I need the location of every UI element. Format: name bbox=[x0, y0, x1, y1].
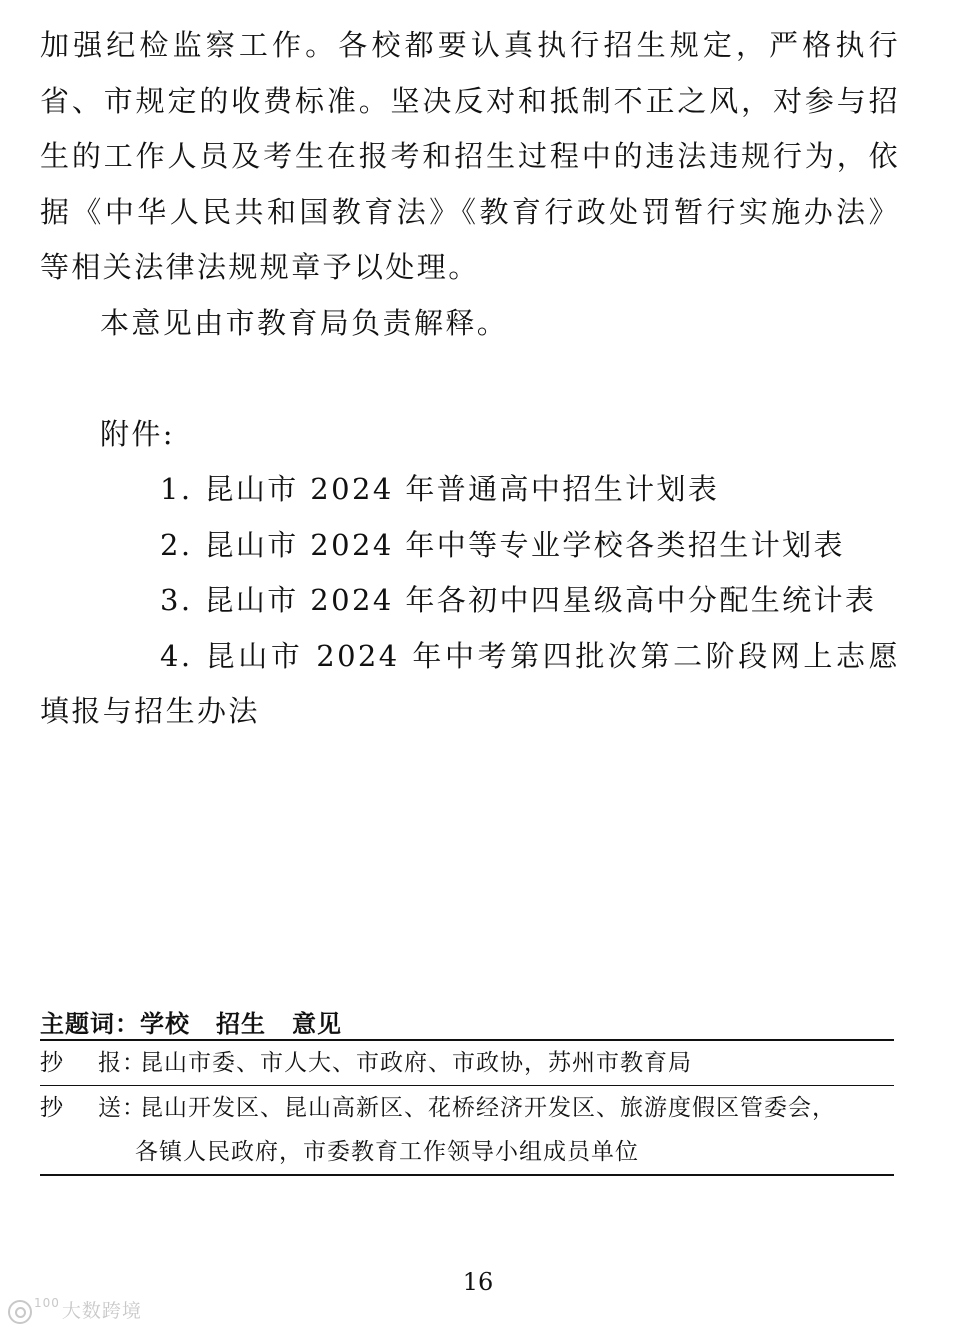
watermark-small-text: 100 bbox=[34, 1296, 60, 1310]
page-number: 16 bbox=[462, 1268, 494, 1296]
attachments-label: 附件: bbox=[100, 416, 175, 451]
document-footer bbox=[40, 1009, 894, 1176]
topic-word: 意见 bbox=[292, 1009, 342, 1038]
report-label: 抄 报： bbox=[40, 1050, 146, 1076]
copy-to-block bbox=[40, 1086, 894, 1176]
watermark-logo-icon bbox=[8, 1300, 32, 1324]
document-body bbox=[40, 18, 900, 740]
attachment-number: 1. bbox=[160, 472, 193, 506]
body-paragraph: 本意见由市教育局负责解释。 bbox=[100, 305, 509, 340]
topic-words-row bbox=[40, 1009, 894, 1041]
watermark-text: 大数跨境 bbox=[61, 1300, 142, 1322]
copy-recipients-line2: 各镇人民政府，市委教育工作领导小组成员单位 bbox=[135, 1139, 639, 1165]
attachment-item bbox=[40, 573, 900, 629]
attachment-number: 3. bbox=[160, 583, 193, 617]
topic-label: 主题词： bbox=[40, 1009, 140, 1038]
attachment-item bbox=[40, 518, 900, 574]
copy-to-row bbox=[40, 1086, 894, 1130]
copy-label: 抄 送： bbox=[40, 1095, 146, 1121]
copy-to-row-continued bbox=[40, 1130, 894, 1174]
watermark bbox=[8, 1296, 142, 1324]
attachment-text: 昆山市 2024 年中考第四批次第二阶段网上志愿填报与招生办法 bbox=[40, 638, 900, 728]
spacer bbox=[40, 351, 900, 407]
report-recipients: 昆山市委、市人大、市政府、市政协，苏州市教育局 bbox=[140, 1050, 692, 1076]
attachment-number: 2. bbox=[160, 527, 193, 562]
attachment-item bbox=[40, 462, 900, 518]
attachment-item bbox=[40, 629, 900, 740]
body-paragraph: 加强纪检监察工作。各校都要认真执行招生规定，严格执行省、市规定的收费标准。坚决反对和抵制不正之风，对参与招生的工作人员及考生在报考和招生过程中的违法违规行为，依据《中华人民共和国教育法》《教育行政处罚暂行实施办法》等相关法律法规规章予以处理。 bbox=[40, 28, 900, 284]
report-to-row bbox=[40, 1041, 894, 1086]
attachment-text: 昆山市 2024 年中等专业学校各类招生计划表 bbox=[204, 527, 845, 562]
attachment-text: 昆山市 2024 年普通高中招生计划表 bbox=[204, 472, 720, 506]
attachment-number: 4. bbox=[160, 638, 193, 673]
copy-recipients-line1: 昆山开发区、昆山高新区、花桥经济开发区、旅游度假区管委会， bbox=[140, 1095, 836, 1121]
topic-word: 招生 bbox=[216, 1009, 266, 1038]
topic-word: 学校 bbox=[140, 1009, 190, 1038]
attachment-text: 昆山市 2024 年各初中四星级高中分配生统计表 bbox=[204, 583, 877, 617]
